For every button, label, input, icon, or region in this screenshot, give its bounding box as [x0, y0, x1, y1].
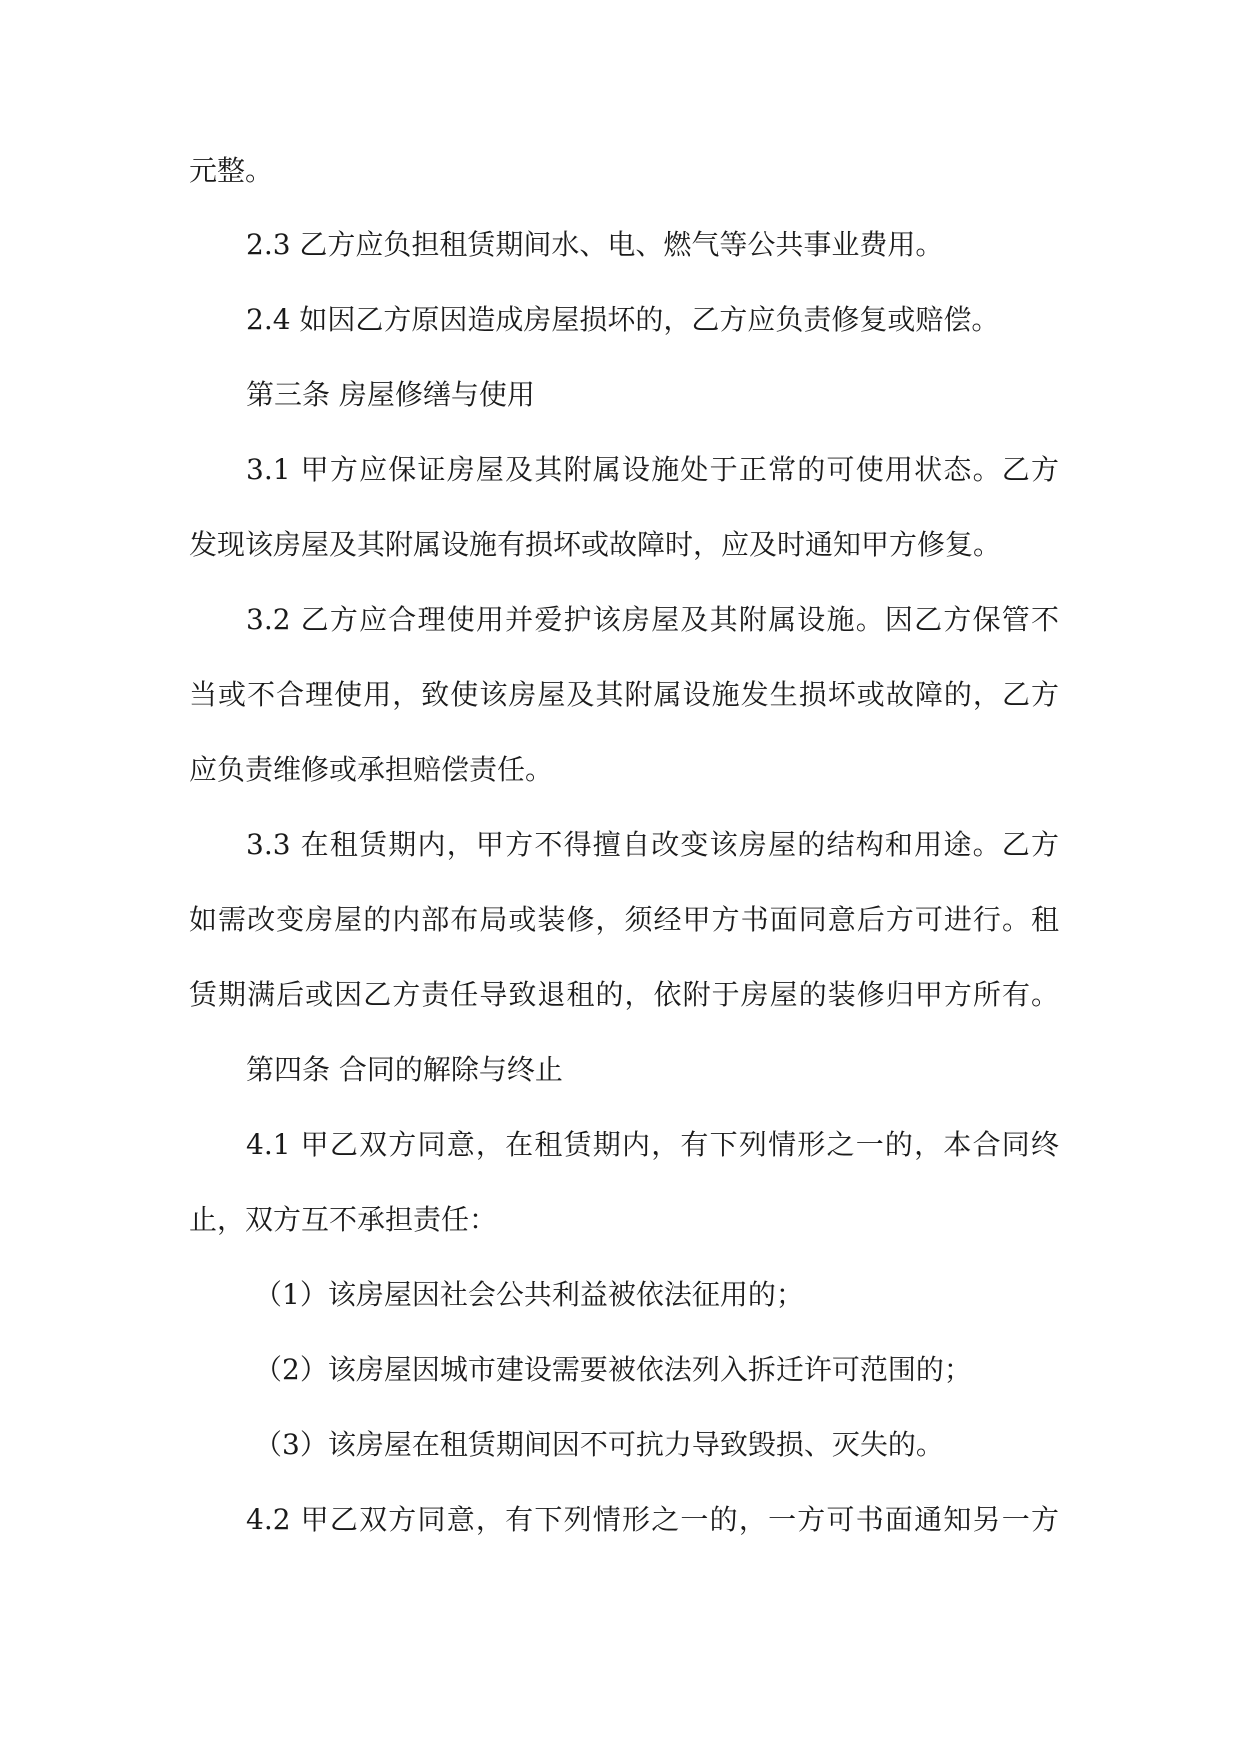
text-line: 赁期满后或因乙方责任导致退租的，依附于房屋的装修归甲方所有。	[189, 978, 1059, 1011]
section-heading-4: 第四条 合同的解除与终止	[246, 1053, 563, 1086]
text-line: 应负责维修或承担赔偿责任。	[189, 753, 554, 786]
clause-3-3: 3.3 在租赁期内，甲方不得擅自改变该房屋的结构和用途。乙方	[246, 828, 1059, 861]
list-item: （2）该房屋因城市建设需要被依法列入拆迁许可范围的；	[254, 1353, 972, 1386]
clause-4-1: 4.1 甲乙双方同意，在租赁期内，有下列情形之一的，本合同终	[246, 1128, 1059, 1161]
list-item: （3）该房屋在租赁期间因不可抗力导致毁损、灭失的。	[254, 1428, 944, 1461]
clause-3-2: 3.2 乙方应合理使用并爱护该房屋及其附属设施。因乙方保管不	[246, 603, 1059, 636]
clause-2-3: 2.3 乙方应负担租赁期间水、电、燃气等公共事业费用。	[246, 228, 944, 261]
text-line: 当或不合理使用，致使该房屋及其附属设施发生损坏或故障的，乙方	[189, 678, 1059, 711]
text-line: 元整。	[189, 154, 274, 187]
section-heading-3: 第三条 房屋修缮与使用	[246, 378, 535, 411]
text-line: 如需改变房屋的内部布局或装修，须经甲方书面同意后方可进行。租	[189, 903, 1059, 936]
clause-3-1: 3.1 甲方应保证房屋及其附属设施处于正常的可使用状态。乙方	[246, 453, 1059, 486]
list-item: （1）该房屋因社会公共利益被依法征用的；	[254, 1278, 804, 1311]
text-line: 止，双方互不承担责任：	[189, 1203, 498, 1236]
text-line: 发现该房屋及其附属设施有损坏或故障时，应及时通知甲方修复。	[189, 528, 1002, 561]
clause-4-2: 4.2 甲乙双方同意，有下列情形之一的，一方可书面通知另一方	[246, 1503, 1059, 1536]
clause-2-4: 2.4 如因乙方原因造成房屋损坏的，乙方应负责修复或赔偿。	[246, 303, 1000, 336]
